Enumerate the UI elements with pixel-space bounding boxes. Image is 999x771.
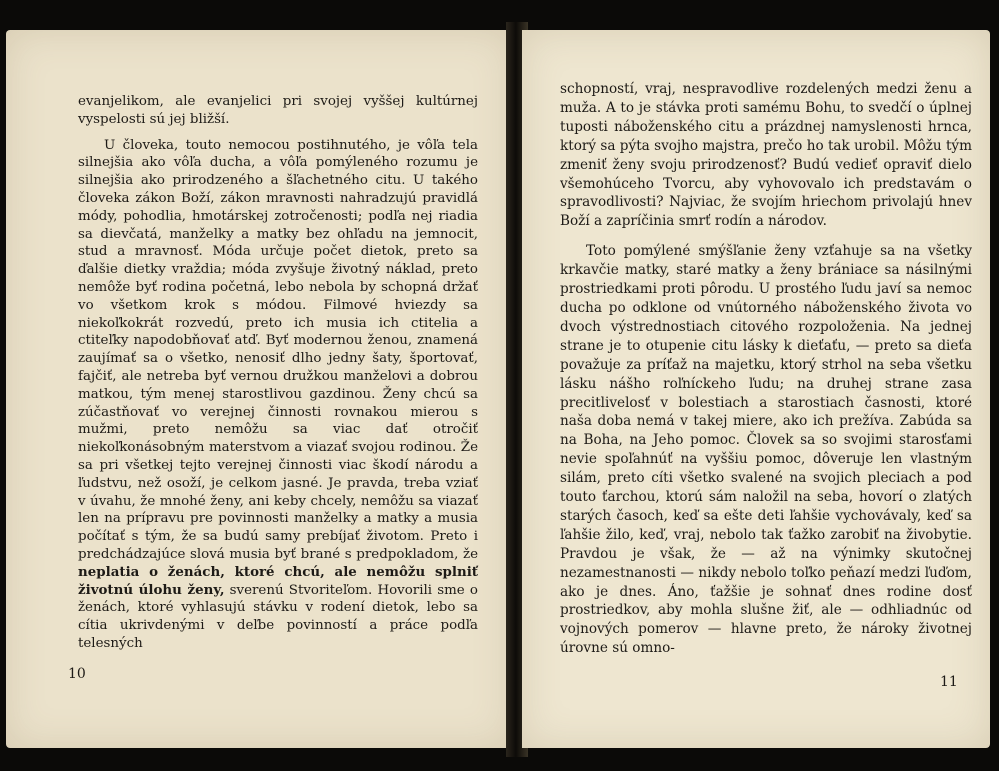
left-page [6,30,512,748]
left-page-text [78,93,478,653]
left-paragraph-2 [78,137,478,653]
left-paragraph-2-text: U človeka, touto nemocou postihnutého, je vôľa tela silnejšia ako vôľa ducha, a vôľa pomýleného rozumu je silnejšia ako prirodzeného a šľachetného citu. U takého človeka zákon Boží, zákon mravnosti nahradzujú pravidlá módy, pohodlia, hmotárskej zotročenosti; podľa nej riadia sa dievčatá, manželky a matky bez ohľadu na jemnocit, stud a mravnosť. Móda určuje počet dietok, preto sa ďalšie dietky vraždia; móda zvyšuje životný náklad, preto nemôže byť rodina početná, lebo nebola by schopná držať vo všetkom krok s módou. Filmové hviezdy sa niekoľkokrát rozvedú, preto ich musia ich ctitelia a ctiteľky napodobňovať atď. Byť modernou ženou, znamená zaujímať sa o všetko, nenosiť dlho jedny šaty, športovať, fajčiť, ale netreba byť vernou družkou manželovi a dobrou matkou, tým menej starostlivou gazdinou. Ženy chcú sa zúčastňovať vo verejnej činnosti rovnakou mierou s mužmi, preto nemôžu sa viac dať otročiť niekoľkonásobným materstvom a viazať svojou rodinou. Že sa pri všetkej tejto verejnej činnosti viac škodí národu a ľudstvu, než osoží, je celkom jasné. Je pravda, treba vziať v úvahu, že mnohé ženy, ani keby chcely, nemôžu sa viazať len na prípravu pre povinnosti manželky a matky a musia počítať s tým, že sa budú samy prebíjať životom. Preto i predchádzajúce slová musia byť brané s predpokladom, že [78,137,478,562]
right-page-text [560,80,972,658]
left-paragraph-2-bold: neplatia o ženách, ktoré chcú, ale nemôžu splniť životnú úlohu ženy, [78,563,478,598]
left-paragraph-1: evanjelikom, ale evanjelici pri svojej vyššej kultúrnej vyspelosti sú jej bližší. [78,94,478,127]
right-paragraph-2: Toto pomýlené smýšľanie ženy vzťahuje sa na všetky krkavčie matky, staré matky a ženy brániace sa násilnými prostriedkami proti pôrodu. U prostého ľudu javí sa nemoc ducha po odklone od vnútorného náboženského života vo dvoch výstrednostiach citového rozpoloženia. Na jednej strane je to otupenie citu lásky k dieťaťu, — preto sa dieťa považuje za príťaž na majetku, ktorý strhol na seba všetku lásku nášho roľníckeho ľudu; na druhej strane zasa precitlivelosť v bolestiach a starostiach časnosti, ktoré naša doba nemá v takej miere, ako ich prežíva. Zabúda sa na Boha, na Jeho pomoc. Človek sa so svojimi starosťami nevie spoľahnúť na vyššiu pomoc, dôveruje len vlastným silám, preto cíti všetko svalené na svojich pleciach a pod touto ťarchou, ktorú sám naložil na seba, hovorí o zlatých starých časoch, keď sa ešte deti ľahšie vychovávaly, keď sa ľahšie žilo, keď, vraj, nebolo tak ťažko zarobiť na živobytie. Pravdou je však, že — až na výnimky skutočnej nezamestnanosti — nikdy nebolo toľko peňazí medzi ľuďom, ako je dnes. Áno, ťažšie je sohnať dnes rodine dosť prostriedkov, aby mohla slušne žiť, ale — odhliadnúc od vojnových pomerov — hlavne preto, že nároky životnej úrovne sú omno- [560,243,972,657]
right-page [522,30,990,748]
page-number-right: 11 [940,674,958,690]
right-paragraph-1: schopností, vraj, nespravodlive rozdelených medzi ženu a muža. A to je stávka proti samému Bohu, to svedčí o úplnej tuposti náboženského citu a prázdnej namyslenosti hrnca, ktorý sa pýta svojho majstra, prečo ho tak urobil. Môžu tým zmeniť ženy svoju prirodzenosť? Budú vedieť opraviť dielo všemohúceho Tvorcu, aby vyhovovalo ich predstavám o spravodlivosti? Najviac, že svojím hriechom privolajú hnev Boží a zapríčinia smrť rodín a národov. [560,81,972,230]
left-paragraph-2-end: sverenú Stvoriteľom. Hovorili sme o ženách, ktoré vyhlasujú stávku v rodení dietok, lebo sa cítia ukrivdenými v deľbe povinností a práce podľa telesných [78,582,478,651]
page-number-left: 10 [68,666,86,682]
